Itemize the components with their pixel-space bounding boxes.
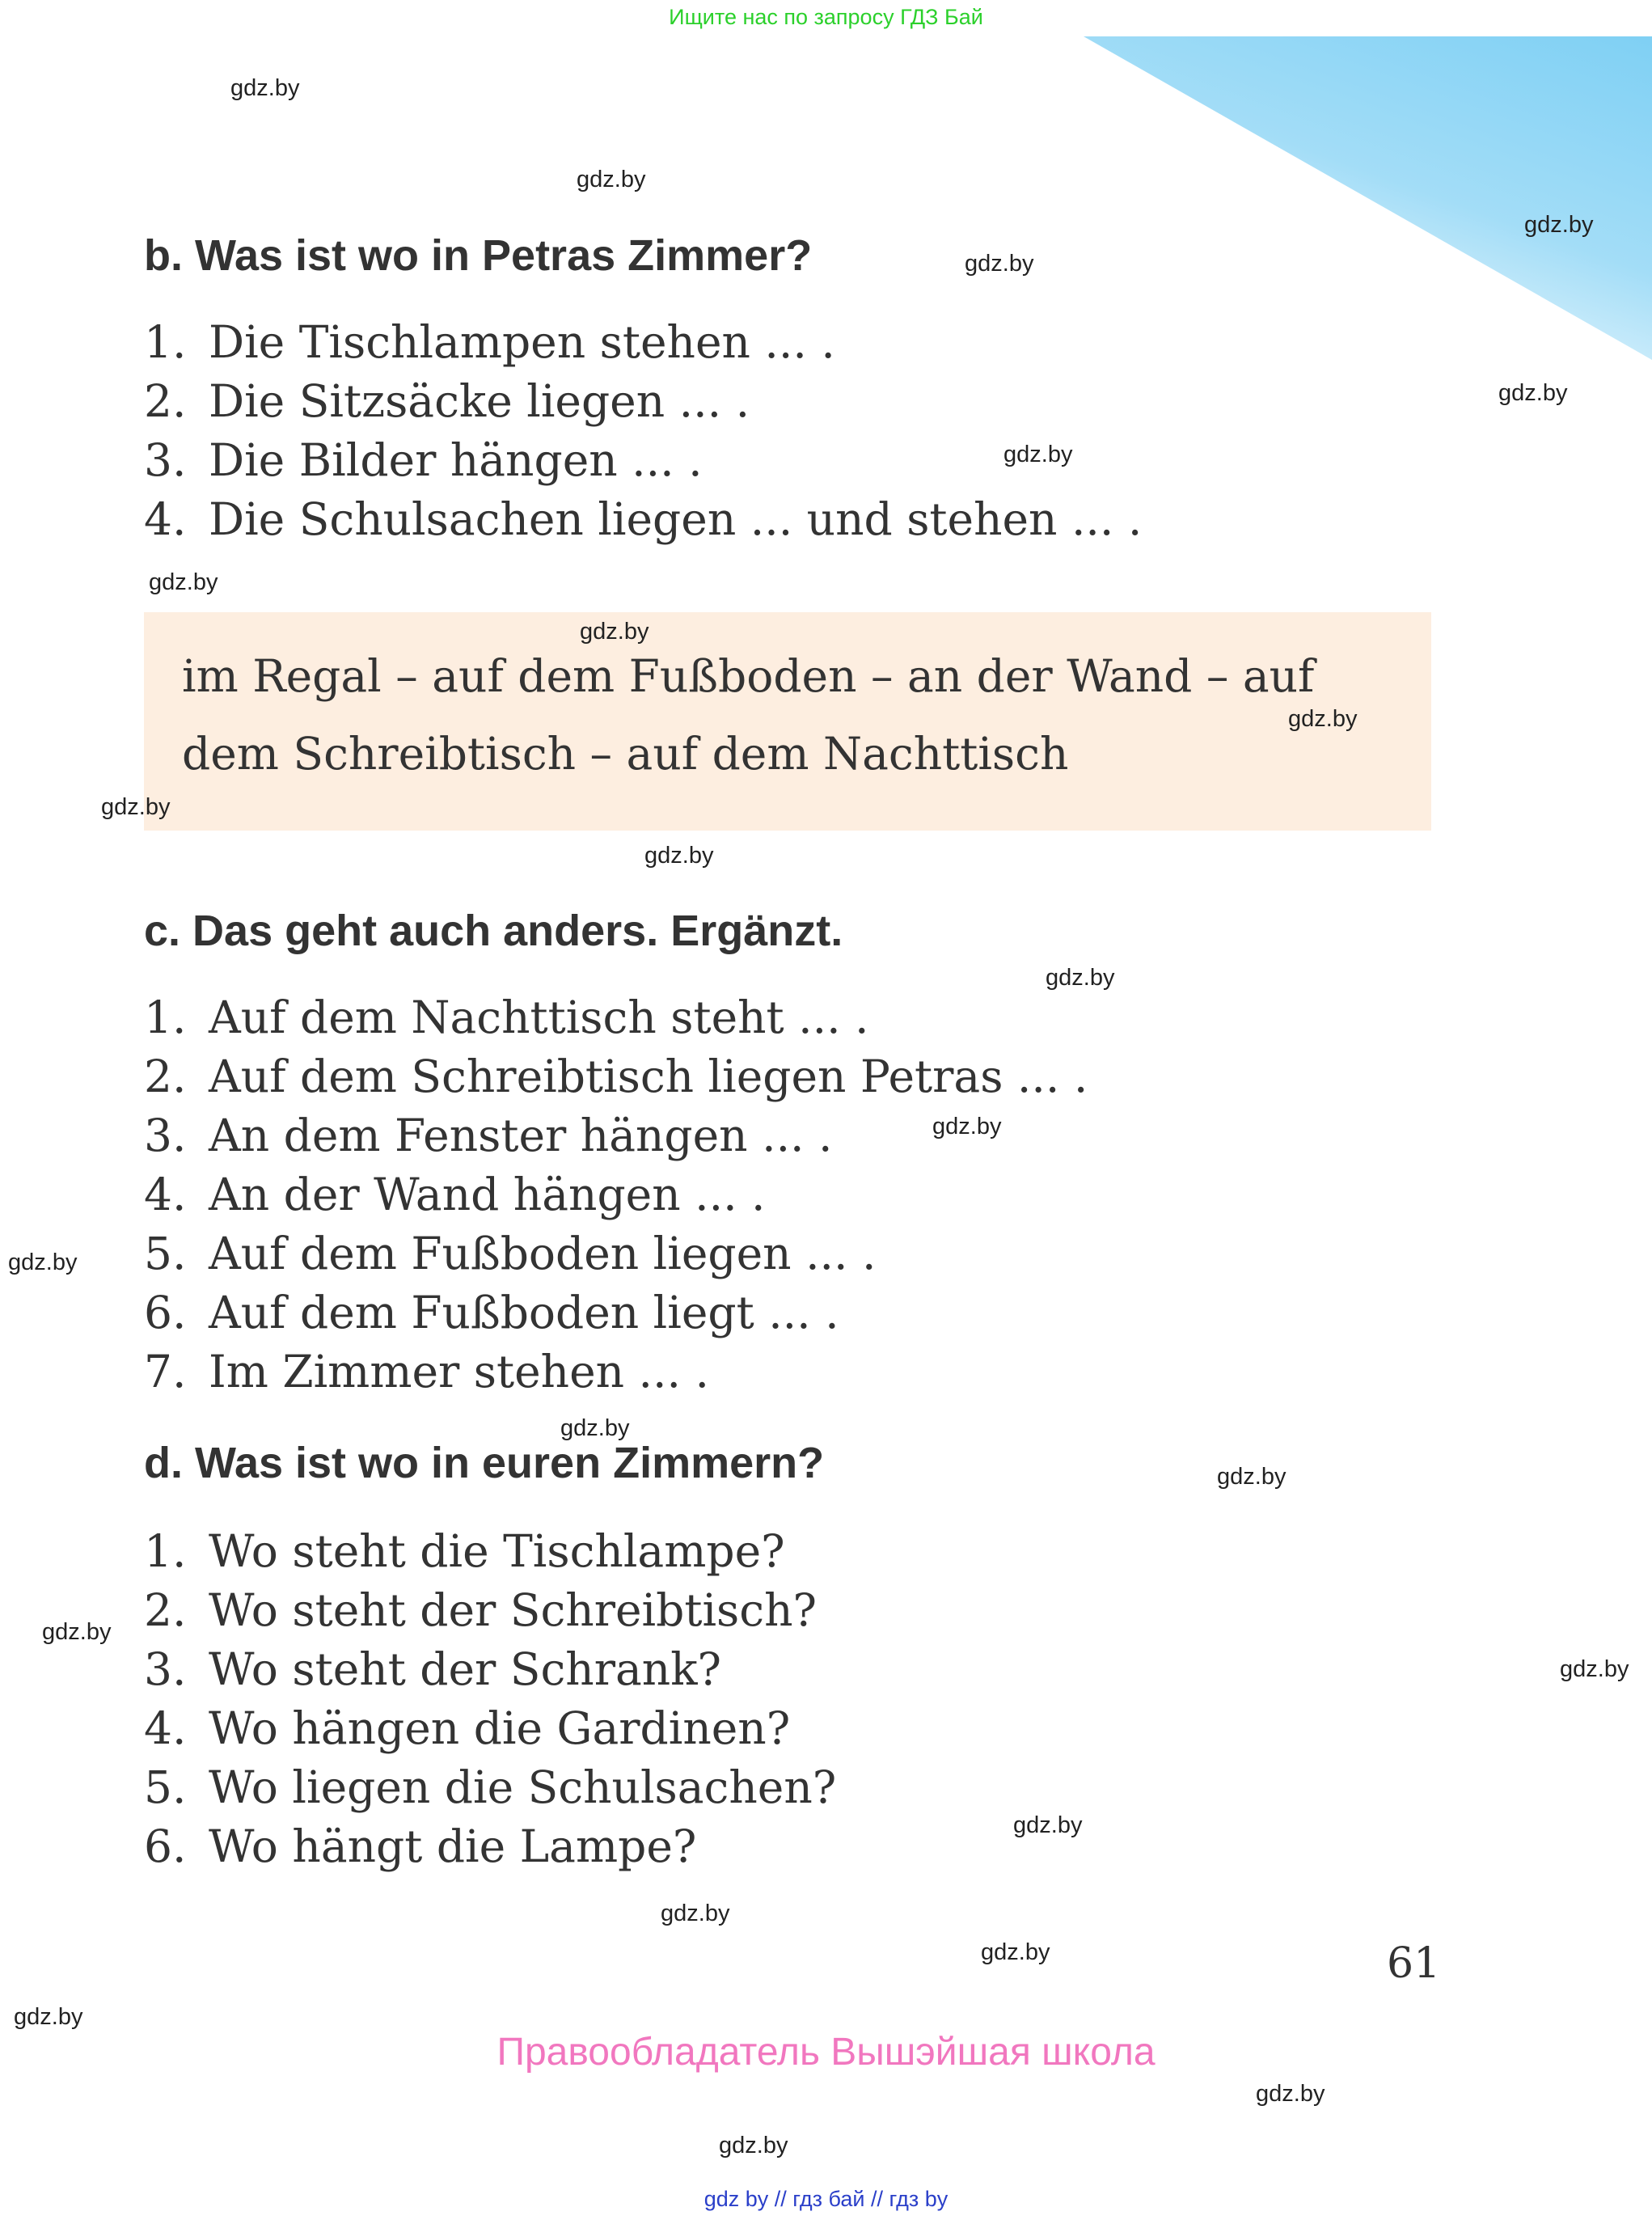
item-text: Wo steht der Schreibtisch? (209, 1584, 817, 1636)
list-item (144, 1224, 1088, 1283)
watermark: gdz.by (1046, 965, 1115, 991)
list-item (144, 1522, 836, 1581)
item-number: 3. (144, 1643, 187, 1695)
item-number: 4. (144, 493, 187, 545)
item-number: 5. (144, 1228, 187, 1279)
watermark: gdz.by (1013, 1812, 1083, 1838)
item-text: Im Zimmer stehen ... . (209, 1346, 709, 1397)
list-item (144, 1283, 1088, 1342)
word-box (144, 612, 1431, 831)
item-number: 2. (144, 1051, 187, 1102)
item-number: 1. (144, 991, 187, 1043)
item-text: Die Tischlampen stehen ... . (209, 316, 835, 368)
list-item (144, 988, 1088, 1047)
item-number: 5. (144, 1761, 187, 1813)
section-c-list (144, 988, 1088, 1402)
watermark: gdz.by (560, 1415, 630, 1441)
item-text: Auf dem Schreibtisch liegen Petras ... . (209, 1051, 1088, 1102)
list-item (144, 372, 1142, 431)
item-text: Wo liegen die Schulsachen? (209, 1761, 837, 1813)
section-c-heading: c. Das geht auch anders. Ergänzt. (144, 907, 843, 955)
item-text: An dem Fenster hängen ... . (209, 1110, 833, 1161)
word-box-line-2: dem Schreibtisch – auf dem Nachttisch (182, 728, 1069, 780)
item-number: 6. (144, 1820, 187, 1872)
top-search-note: Ищите нас по запросу ГДЗ Бай (669, 5, 983, 29)
item-text: Auf dem Fußboden liegen ... . (209, 1228, 877, 1279)
item-text: Wo hängen die Gardinen? (209, 1702, 791, 1754)
section-b-heading: b. Was ist wo in Petras Zimmer? (144, 231, 813, 280)
item-number: 1. (144, 1525, 187, 1577)
watermark: gdz.by (230, 75, 300, 101)
item-number: 6. (144, 1287, 187, 1338)
footer-links[interactable]: gdz by // гдз бай // гдз by (703, 2187, 949, 2211)
list-item (144, 1758, 836, 1817)
list-item (144, 1699, 836, 1758)
page-number: 61 (1387, 1939, 1441, 1988)
watermark: gdz.by (1524, 212, 1594, 238)
watermark: gdz.by (1217, 1464, 1287, 1490)
corner-decoration (1084, 36, 1652, 360)
list-item (144, 1581, 836, 1640)
item-text: Auf dem Fußboden liegt ... . (209, 1287, 839, 1338)
item-text: Wo steht der Schrank? (209, 1643, 722, 1695)
list-item (144, 1165, 1088, 1224)
watermark: gdz.by (580, 619, 649, 645)
item-number: 7. (144, 1346, 187, 1397)
item-text: Auf dem Nachttisch steht ... . (209, 991, 869, 1043)
item-text: Die Bilder hängen ... . (209, 434, 703, 486)
watermark: gdz.by (965, 251, 1034, 277)
list-item (144, 1640, 836, 1699)
watermark: gdz.by (1288, 706, 1358, 732)
list-item (144, 1817, 836, 1876)
list-item (144, 1342, 1088, 1402)
watermark: gdz.by (14, 2004, 83, 2030)
list-item (144, 1047, 1088, 1106)
item-number: 4. (144, 1169, 187, 1220)
rights-holder: Правообладатель Вышэйшая школа (496, 2031, 1156, 2074)
item-text: Die Sitzsäcke liegen ... . (209, 375, 750, 427)
item-text: Die Schulsachen liegen ... und stehen ... . (209, 493, 1143, 545)
section-d-list (144, 1522, 836, 1876)
watermark: gdz.by (1256, 2081, 1325, 2107)
watermark: gdz.by (932, 1114, 1002, 1139)
item-number: 4. (144, 1702, 187, 1754)
word-box-line-1: im Regal – auf dem Fußboden – an der Wand – auf (182, 650, 1315, 702)
watermark: gdz.by (1003, 442, 1073, 467)
watermark: gdz.by (101, 794, 171, 820)
list-item (144, 313, 1142, 372)
watermark: gdz.by (149, 569, 218, 595)
list-item (144, 431, 1142, 490)
watermark: gdz.by (719, 2133, 788, 2158)
section-b-list (144, 313, 1142, 549)
watermark: gdz.by (577, 167, 646, 192)
watermark: gdz.by (1560, 1656, 1629, 1682)
item-number: 3. (144, 1110, 187, 1161)
item-number: 3. (144, 434, 187, 486)
item-text: An der Wand hängen ... . (209, 1169, 766, 1220)
watermark: gdz.by (1498, 380, 1568, 406)
section-d-heading: d. Was ist wo in euren Zimmern? (144, 1439, 825, 1487)
item-text: Wo hängt die Lampe? (209, 1820, 697, 1872)
watermark: gdz.by (42, 1619, 112, 1645)
item-number: 2. (144, 375, 187, 427)
list-item (144, 490, 1142, 549)
watermark: gdz.by (8, 1249, 78, 1275)
item-text: Wo steht die Tischlampe? (209, 1525, 785, 1577)
watermark: gdz.by (661, 1901, 730, 1926)
item-number: 2. (144, 1584, 187, 1636)
watermark: gdz.by (981, 1939, 1050, 1965)
watermark: gdz.by (644, 843, 714, 869)
item-number: 1. (144, 316, 187, 368)
